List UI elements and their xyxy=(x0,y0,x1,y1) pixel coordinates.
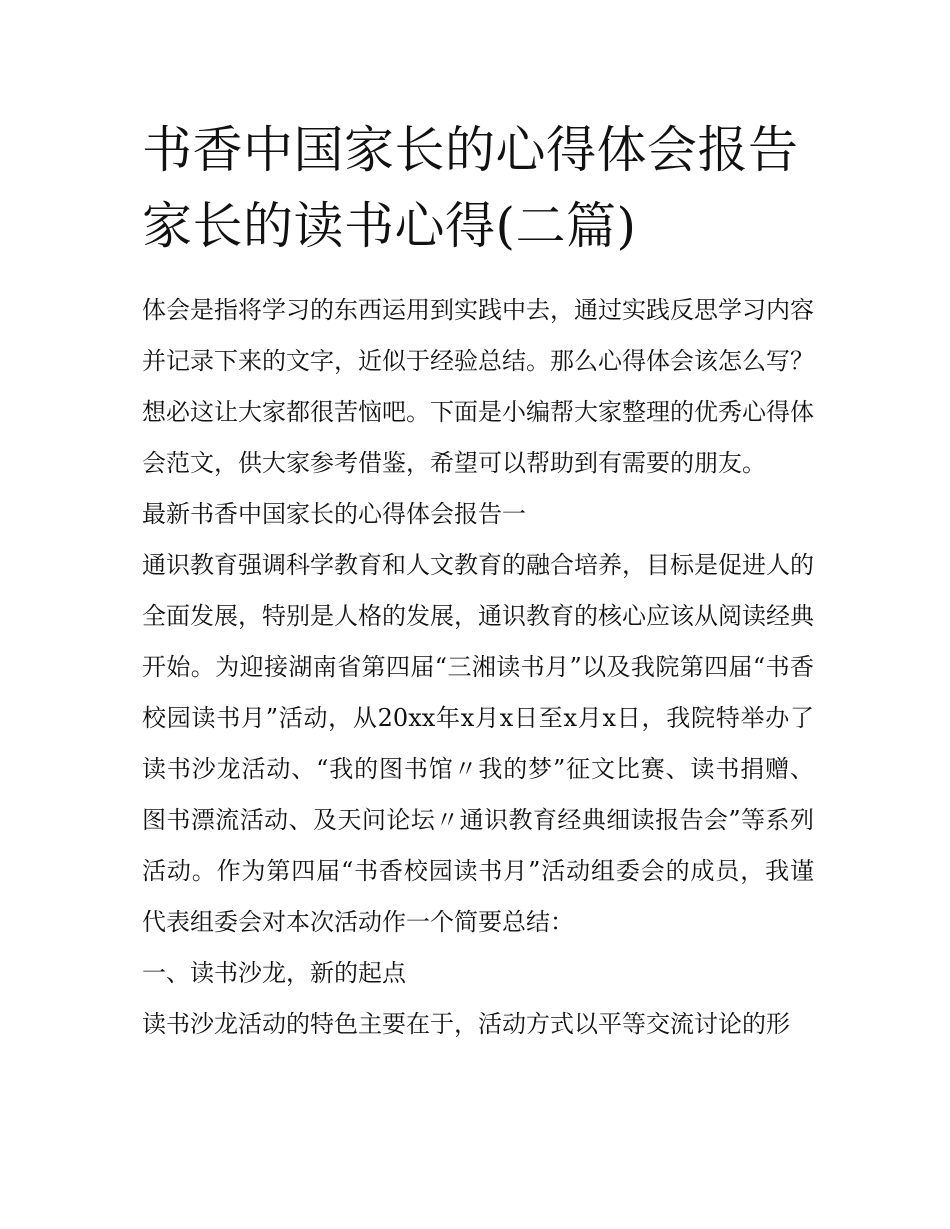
document-page xyxy=(142,112,814,1050)
section-paragraph: 通识教育强调科学教育和人文教育的融合培养，目标是促进人的全面发展，特别是人格的发展，通识教育的核心应该从阅读经典开始。为迎接湖南省第四届“三湘读书月”以及我院第四届“书香校园读书月”活动，从20xx年x月x日至x月x日，我院特举办了读书沙龙活动、“我的图书馆〃我的梦”征文比赛、读书捐赠、图书漂流活动、及天问论坛〃通识教育经典细读报告会”等系列活动。作为第四届“书香校园读书月”活动组委会的成员，我谨代表组委会对本次活动作一个简要总结： xyxy=(142,551,814,936)
document-body xyxy=(142,285,814,1050)
intro-paragraph: 体会是指将学习的东西运用到实践中去，通过实践反思学习内容并记录下来的文字，近似于经验总结。那么心得体会该怎么写？想必这让大家都很苦恼吧。下面是小编帮大家整理的优秀心得体会范文，供大家参考借鉴，希望可以帮助到有需要的朋友。 xyxy=(142,296,814,477)
section-heading: 最新书香中国家长的心得体会报告一 xyxy=(142,500,526,528)
document-title: 书香中国家长的心得体会报告家长的读书心得(二篇) xyxy=(142,121,799,255)
subsection-paragraph: 读书沙龙活动的特色主要在于，活动方式以平等交流讨论的形 xyxy=(142,1010,790,1038)
subsection-heading: 一、读书沙龙，新的起点 xyxy=(142,959,406,987)
